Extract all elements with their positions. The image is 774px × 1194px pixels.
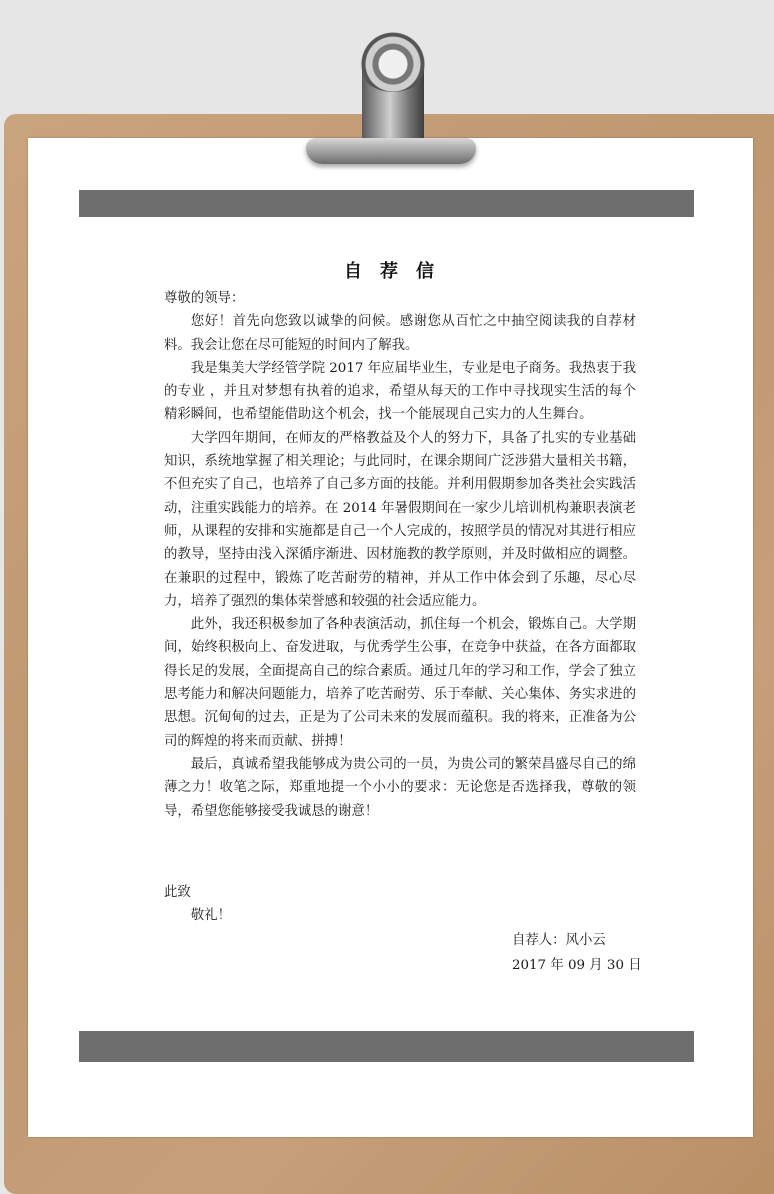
paragraph-university: 大学四年期间，在师友的严格教益及个人的努力下，具备了扎实的专业基础知识，系统地掌握了相关理论；与此同时，在课余期间广泛涉猎大量相关书籍，不但充实了自己，也培养了自己多方面的技能。并利用假期参加各类社会实践活动，注重实践能力的培养。在 2014 年暑假期间在一家少儿培训机构兼职表演老师，从课程的安排和实施都是自己一个人完成的，按照学员的情况对其进行相应的教导，坚持由浅入深循序渐进、因材施教的教学原则，并及时做相应的调整。在兼职的过程中，锻炼了吃苦耐劳的精神，并从工作中体会到了乐趣，尽心尽力，培养了强烈的集体荣誉感和较强的社会适应能力。 bbox=[164, 430, 636, 609]
closing bbox=[164, 881, 231, 928]
letter-date: 2017 年 09 月 30 日 bbox=[512, 958, 642, 973]
closing-line-1: 此致 bbox=[164, 885, 191, 900]
signature: 自荐人：风小云 bbox=[512, 933, 606, 948]
letter-title: 自荐信 bbox=[344, 261, 452, 282]
paragraph-conclusion: 最后，真诚希望我能够成为贵公司的一员，为贵公司的繁荣昌盛尽自己的绵薄之力！收笔之际，郑重地提一个小小的要求：无论您是否选择我，尊敬的领导，希望您能够接受我诚恳的谢意！ bbox=[164, 756, 636, 819]
closing-line-2: 敬礼！ bbox=[190, 908, 231, 924]
footer-bar bbox=[79, 1031, 694, 1062]
salutation: 尊敬的领导： bbox=[164, 291, 245, 306]
signature-block bbox=[512, 928, 642, 978]
paragraph-greeting: 您好！首先向您致以诚挚的问候。感谢您从百忙之中抽空阅读我的自荐材料。我会让您在尽可能短的时间内了解我。 bbox=[164, 314, 636, 353]
letter-body bbox=[164, 287, 636, 823]
header-bar bbox=[79, 190, 694, 217]
paragraph-introduction: 我是集美大学经管学院 2017 年应届毕业生，专业是电子商务。我热衷于我的专业 ，并且对梦想有执着的追求，希望从每天的工作中寻找现实生活的每个精彩瞬间，也希望能借助这个机会，找一个能展现自己实力的人生舞台。 bbox=[164, 360, 636, 423]
paragraph-activities: 此外，我还积极参加了各种表演活动，抓住每一个机会，锻炼自己。大学期间，始终积极向上、奋发进取，与优秀学生公事，在竞争中获益，在各方面都取得长足的发展，全面提高自己的综合素质。通过几年的学习和工作，学会了独立思考能力和解决问题能力，培养了吃苦耐劳、乐于奉献、关心集体、务实求进的思想。沉甸甸的过去，正是为了公司未来的发展而蕴积。我的将来，正准备为公司的辉煌的将来而贡献、拼搏！ bbox=[164, 617, 636, 749]
binder-clip-base-icon bbox=[306, 138, 476, 164]
binder-clip-ring-icon bbox=[356, 30, 430, 92]
